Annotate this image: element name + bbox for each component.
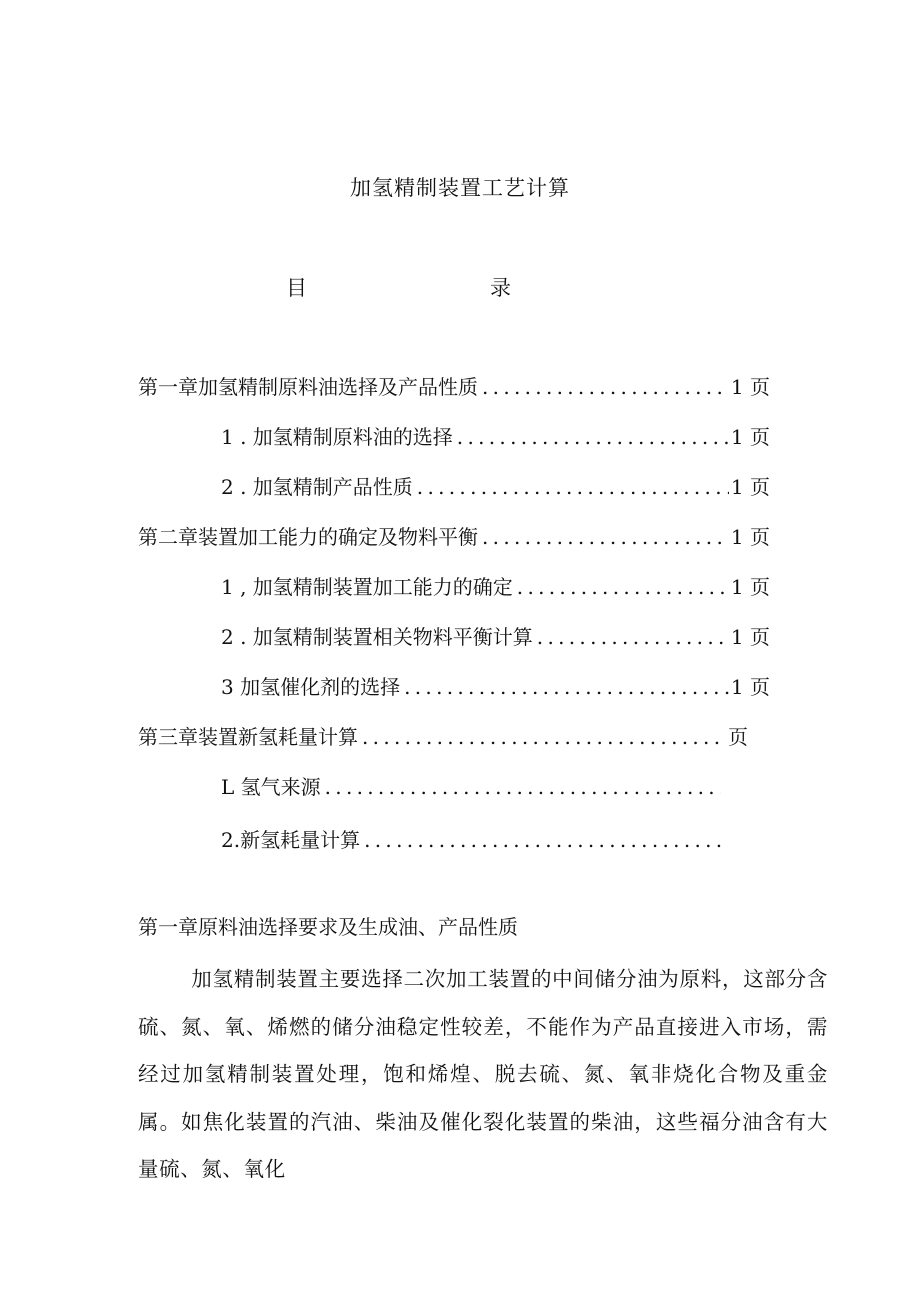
toc-entry-chapter-1[interactable] <box>138 373 770 401</box>
toc-entry-text: L 氢气来源 <box>221 775 321 799</box>
document-title: 加氢精制装置工艺计算 <box>350 176 570 200</box>
body-paragraph: 加氢精制装置主要选择二次加工装置的中间储分油为原料，这部分含硫、氮、氧、烯燃的储分油稳定性较差，不能作为产品直接进入市场，需经过加氢精制装置处理，饱和烯煌、脱去硫、氮、氧非烧化合物及重金属。如焦化装置的汽油、柴油及催化裂化装置的柴油，这些福分油含有大量硫、氮、氧化 <box>138 967 828 1181</box>
toc-leader-dots <box>482 523 729 551</box>
toc-entry-2-2[interactable] <box>221 623 770 651</box>
toc-entry-text: 第二章装置加工能力的确定及物料平衡 <box>138 525 478 549</box>
toc-heading <box>0 272 920 302</box>
toc-entry-text: 3 加氢催化剂的选择 <box>221 675 401 699</box>
toc-entry-text: 2 . 加氢精制产品性质 <box>221 475 413 499</box>
toc-entry-1-1[interactable] <box>221 423 770 451</box>
toc-heading-char-2: 录 <box>490 276 511 300</box>
toc-page-number: 1 页 <box>730 475 770 499</box>
toc-entry-2-3[interactable] <box>221 673 770 701</box>
toc-leader-dots <box>364 826 728 854</box>
toc-entry-text: 1 , 加氢精制装置加工能力的确定 <box>221 575 513 599</box>
toc-page-number: 1 页 <box>730 375 770 399</box>
toc-page-number: 1 页 <box>730 525 770 549</box>
toc-page-number: 1 页 <box>730 425 770 449</box>
toc-leader-dots <box>517 573 729 601</box>
toc-leader-dots <box>537 623 729 651</box>
toc-leader-dots <box>362 723 726 751</box>
toc-entry-3-2[interactable] <box>221 826 728 854</box>
toc-leader-dots <box>482 373 729 401</box>
toc-leader-dots <box>404 673 729 701</box>
toc-entry-text: 2.新氢耗量计算 <box>221 828 361 852</box>
toc-page-number: 1 页 <box>730 575 770 599</box>
toc-page-number: 1 页 <box>730 625 770 649</box>
toc-entry-chapter-2[interactable] <box>138 523 770 551</box>
toc-leader-dots <box>457 423 729 451</box>
toc-entry-1-2[interactable] <box>221 473 770 501</box>
toc-entry-text: 1 . 加氢精制原料油的选择 <box>221 425 453 449</box>
toc-entry-text: 2 . 加氢精制装置相关物料平衡计算 <box>221 625 533 649</box>
toc-leader-dots <box>417 473 729 501</box>
toc-entry-text: 第一章加氢精制原料油选择及产品性质 <box>138 375 478 399</box>
toc-heading-char-1: 目 <box>286 276 307 300</box>
toc-leader-dots <box>325 773 721 801</box>
toc-entry-text: 第三章装置新氢耗量计算 <box>138 725 358 749</box>
section-heading: 第一章原料油选择要求及生成油、产品性质 <box>138 915 518 939</box>
toc-entry-chapter-3[interactable] <box>138 723 748 751</box>
toc-page-number: 页 <box>728 725 748 749</box>
toc-entry-3-1[interactable] <box>221 773 721 801</box>
toc-entry-2-1[interactable] <box>221 573 770 601</box>
toc-page-number: 1 页 <box>730 675 770 699</box>
